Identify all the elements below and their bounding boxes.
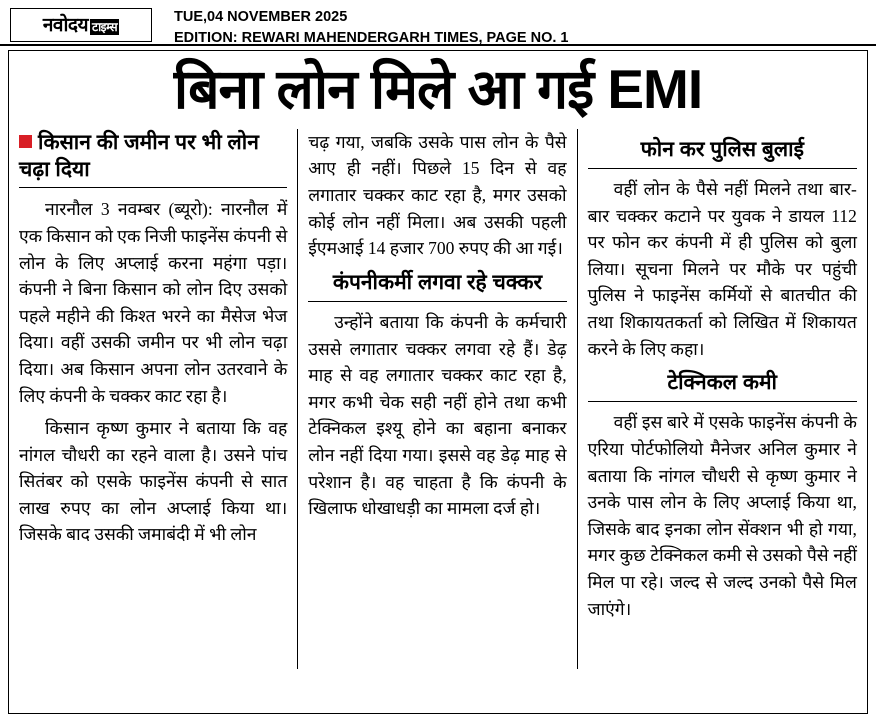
col1-paragraph-2: किसान कृष्ण कुमार ने बताया कि वह नांगल चौधरी का रहने वाला है। उसने पांच सितंबर को एसके फाइनेंस कंपनी से सात लाख रुपए का लोन अप्लाई किया था। जिसके बाद उसकी जमाबंदी में भी लोन <box>19 418 288 545</box>
edition-block <box>174 6 568 49</box>
col1-paragraph-1: नारनौल 3 नवम्बर (ब्यूरो): नारनौल में एक किसान को एक निजी फाइनेंस कंपनी से लोन के लिए अप्लाई करना महंगा पड़ा। कंपनी ने बिना किसान को लोन दिए उसको पहले महीने की किश्त भरने का मैसेज भेज दिया। वहीं उसकी जमीन पर भी लोन चढ़ा दिया। अब किसान अपना लोन उतरवाने के लिए कंपनी के चक्कर काट रहा है। <box>19 199 288 406</box>
column-two <box>298 129 577 669</box>
masthead <box>0 0 876 47</box>
publication-logo <box>10 8 152 42</box>
column-three <box>578 129 857 669</box>
edition-line: EDITION: REWARI MAHENDERGARH TIMES, PAGE NO. 1 <box>174 30 569 47</box>
col2-subheading-divider <box>308 301 566 302</box>
col2-subheading: कंपनीकर्मी लगवा रहे चक्कर <box>332 270 543 294</box>
article-columns <box>19 129 857 669</box>
col3-subheading-1-divider <box>588 168 857 169</box>
col2-paragraph-2: उन्होंने बताया कि कंपनी के कर्मचारी उससे लगातार चक्कर लगवा रहे हैं। डेढ़ माह से वह लगातार चक्कर काट रहा है, मगर कभी चेक सही नहीं होने तथा कभी टेक्निकल इश्यू होने का बहाना बनाकर लोन नहीं दिया गया। इससे वह डेढ़ माह से परेशान है। वह चाहता है कि कंपनी के खिलाफ धोखाधड़ी का मामला दर्ज हो। <box>308 311 567 519</box>
article-kicker: किसान की जमीन पर भी लोन चढ़ा दिया <box>19 130 259 182</box>
col2-paragraph-1: चढ़ गया, जबकि उसके पास लोन के पैसे आए ही नहीं। पिछले 15 दिन से वह लगातार चक्कर काट रहा है, मगर उसको कोई लोन नहीं मिला। अब उसकी पहली ईएमआई 14 हजार 700 रुपए की आ गई। <box>308 131 567 259</box>
col3-subheading-2: टेक्निकल कमी <box>667 371 777 395</box>
col3-paragraph-2: वहीं इस बारे में एसके फाइनेंस कंपनी के एरिया पोर्टफोलियो मैनेजर अनिल कुमार ने बताया कि नांगल चौधरी से कृष्ण कुमार ने उनके पास लोन के लिए अप्लाई किया था, जिसके बाद इनका लोन सेंक्शन भी हो गया, मगर कुछ टेक्निकल कमी से उसको पैसे नहीं मिल पा रहे। जल्द से जल्द उनको पैसे मिल जाएंगे। <box>587 412 857 619</box>
logo-text: नवोदय टाइम्स <box>42 14 118 36</box>
col3-paragraph-1: वहीं लोन के पैसे नहीं मिलने तथा बार-बार चक्कर कटाने पर युवक ने डायल 112 पर फोन कर कंपनी में ही पुलिस को बुला लिया। सूचना मिलने पर मौके पर पहुंची पुलिस ने फाइनेंस कर्मियों से बातचीत की तथा शिकायतकर्ता को लिखित में शिकायत करने के लिए कहा। <box>587 179 857 359</box>
article-frame <box>8 50 868 714</box>
kicker-divider <box>19 187 287 188</box>
column-one <box>19 129 298 669</box>
article-headline: बिना लोन मिले आ गई EMI <box>173 58 703 120</box>
col3-subheading-2-divider <box>588 401 857 402</box>
date-line: TUE,04 NOVEMBER 2025 <box>174 9 348 25</box>
red-square-icon <box>19 135 32 148</box>
col3-subheading-1: फोन कर पुलिस बुलाई <box>640 137 804 161</box>
